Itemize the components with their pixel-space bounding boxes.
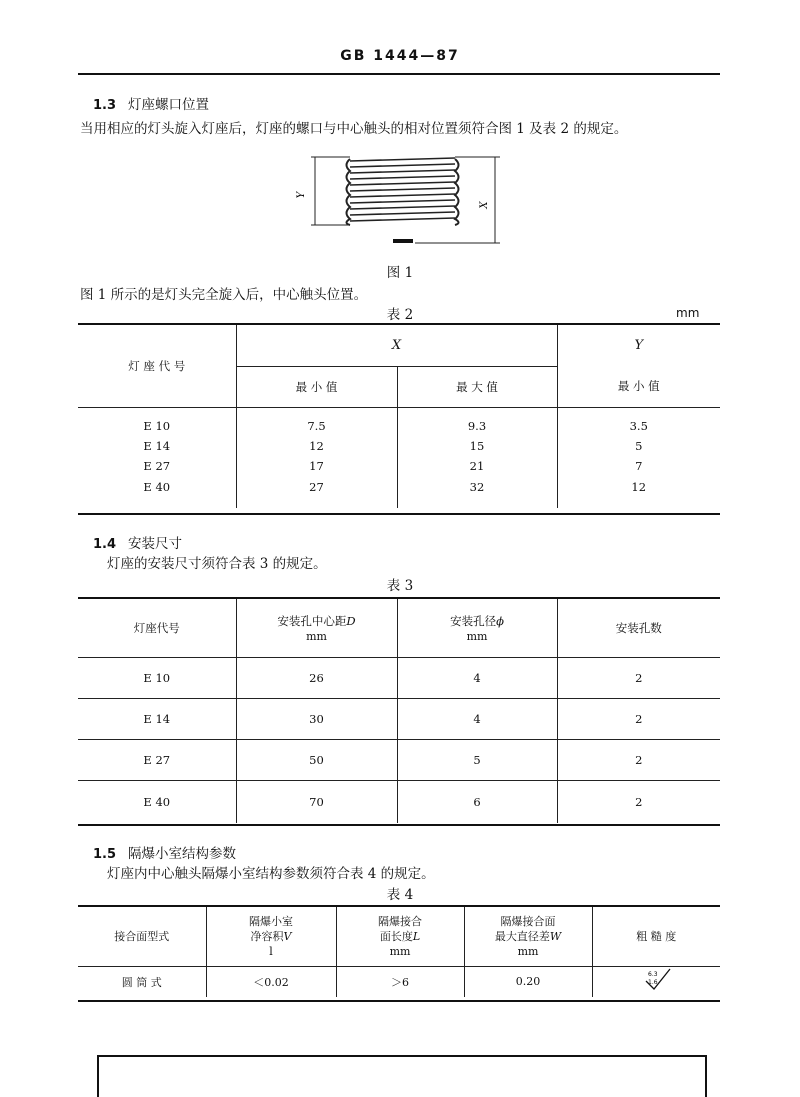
cell-ymin: 3.5 xyxy=(557,416,720,436)
cell-type: 圆 筒 式 xyxy=(78,966,206,997)
table-row xyxy=(78,436,720,456)
header-joint-type: 接合面型式 xyxy=(78,907,206,966)
section-1-3-text: 当用相应的灯头旋入灯座后，灯座的螺口与中心触头的相对位置须符合图 1 及表 2 的规定。 xyxy=(80,121,628,137)
table-row xyxy=(78,780,720,823)
table-row xyxy=(78,416,720,436)
section-number: 1.5 xyxy=(93,847,117,862)
figure-1-caption: 图 1 xyxy=(386,265,414,281)
section-title: 安装尺寸 xyxy=(128,536,183,552)
header-text: 面长度 xyxy=(379,929,413,943)
cell-code: E 14 xyxy=(78,436,236,456)
header-y-min: 最 小 值 xyxy=(557,366,720,407)
roughness-symbol-icon xyxy=(636,967,676,993)
header-y: Y xyxy=(557,325,720,366)
section-title: 灯座螺口位置 xyxy=(128,97,210,113)
header-text: 安装孔径 xyxy=(450,613,497,628)
header-unit: l xyxy=(269,944,273,958)
header-unit: mm xyxy=(466,629,488,643)
cell-d: 30 xyxy=(236,698,397,739)
table-2 xyxy=(78,325,720,508)
header-diameter-diff xyxy=(464,907,592,966)
table-3-caption: 表 3 xyxy=(386,578,414,594)
cell-code: E 14 xyxy=(78,698,236,739)
table-row xyxy=(78,698,720,739)
cell-n: 2 xyxy=(557,780,720,823)
cell-xmin: 17 xyxy=(236,456,397,476)
section-1-5-text: 灯座内中心触头隔爆小室结构参数须符合表 4 的规定。 xyxy=(107,866,435,882)
header-text: 隔爆接合面 xyxy=(500,914,556,928)
roughness-top: 6.3 xyxy=(648,971,658,979)
table-4 xyxy=(78,907,720,997)
header-hole-distance xyxy=(236,599,397,657)
cell-ymin: 7 xyxy=(557,456,720,476)
figure-label-y: Y xyxy=(296,191,307,199)
table-row xyxy=(78,456,720,476)
cell-code: E 40 xyxy=(78,476,236,498)
cell-n: 2 xyxy=(557,739,720,780)
header-symbol: W xyxy=(549,929,562,943)
section-1-5-heading xyxy=(93,842,236,862)
cell-xmax: 21 xyxy=(397,456,557,476)
cell-length: ＞6 xyxy=(336,966,464,997)
table-2-unit: mm xyxy=(676,306,700,320)
header-hole-count: 安装孔数 xyxy=(557,599,720,657)
section-1-4-text: 灯座的安装尺寸须符合表 3 的规定。 xyxy=(107,556,327,572)
header-lamp-code: 灯 座 代 号 xyxy=(78,325,236,407)
header-rule xyxy=(78,73,720,75)
standard-code: GB 1444—87 xyxy=(340,48,460,64)
cell-phi: 5 xyxy=(397,739,557,780)
table-4-bottom-rule xyxy=(78,1000,720,1002)
cell-n: 2 xyxy=(557,657,720,698)
cell-d: 70 xyxy=(236,780,397,823)
header-unit: mm xyxy=(517,944,539,958)
cell-phi: 4 xyxy=(397,698,557,739)
section-1-3-heading xyxy=(93,93,209,113)
cell-code: E 27 xyxy=(78,739,236,780)
header-x-max: 最 大 值 xyxy=(397,366,557,407)
table-row xyxy=(78,476,720,498)
figure-1-lamp-socket-diagram xyxy=(295,155,510,250)
table-4-caption: 表 4 xyxy=(386,887,414,903)
header-symbol: L xyxy=(412,929,421,943)
header-text: 净容积 xyxy=(250,929,284,943)
header-lamp-code: 灯座代号 xyxy=(78,599,236,657)
header-unit: mm xyxy=(306,629,327,643)
header-text: 最大直径差 xyxy=(494,929,550,943)
cell-roughness xyxy=(592,966,720,997)
table-row xyxy=(78,657,720,698)
header-x-min: 最 小 值 xyxy=(236,366,397,407)
cell-xmin: 27 xyxy=(236,476,397,498)
section-title: 隔爆小室结构参数 xyxy=(128,846,237,862)
header-roughness: 粗 糙 度 xyxy=(592,907,720,966)
figure-1-note: 图 1 所示的是灯头完全旋入后，中心触头位置。 xyxy=(80,287,368,303)
cell-xmax: 9.3 xyxy=(397,416,557,436)
cell-volume: ＜0.02 xyxy=(206,966,336,997)
header-hole-diameter xyxy=(397,599,557,657)
cell-xmin: 12 xyxy=(236,436,397,456)
figure-label-x: X xyxy=(479,201,490,209)
cell-diameter-diff: 0.20 xyxy=(464,966,592,997)
table-3-bottom-rule xyxy=(78,824,720,826)
cell-code: E 10 xyxy=(78,416,236,436)
header-symbol: V xyxy=(283,929,292,943)
section-1-4-heading xyxy=(93,532,182,552)
table-2-caption: 表 2 xyxy=(386,307,414,323)
cell-ymin: 5 xyxy=(557,436,720,456)
header-x: X xyxy=(236,325,557,366)
cell-phi: 6 xyxy=(397,780,557,823)
cell-code: E 40 xyxy=(78,780,236,823)
cell-d: 26 xyxy=(236,657,397,698)
header-unit: mm xyxy=(389,944,411,958)
header-text: 隔爆接合 xyxy=(378,914,422,928)
table-3 xyxy=(78,599,720,823)
header-volume xyxy=(206,907,336,966)
cell-code: E 10 xyxy=(78,657,236,698)
header-symbol: D xyxy=(346,613,356,628)
cell-code: E 27 xyxy=(78,456,236,476)
section-number: 1.3 xyxy=(93,98,117,113)
header-symbol: ϕ xyxy=(496,613,504,628)
cell-xmin: 7.5 xyxy=(236,416,397,436)
cell-n: 2 xyxy=(557,698,720,739)
cell-d: 50 xyxy=(236,739,397,780)
table-2-bottom-rule xyxy=(78,513,720,515)
roughness-bottom: 1.6 xyxy=(648,979,658,987)
header-text: 隔爆小室 xyxy=(249,914,293,928)
header-text: 安装孔中心距 xyxy=(277,613,347,628)
cell-xmax: 15 xyxy=(397,436,557,456)
cell-xmax: 32 xyxy=(397,476,557,498)
cell-ymin: 12 xyxy=(557,476,720,498)
section-number: 1.4 xyxy=(93,537,117,552)
cell-phi: 4 xyxy=(397,657,557,698)
table-row xyxy=(78,966,720,997)
table-row xyxy=(78,739,720,780)
header-length xyxy=(336,907,464,966)
